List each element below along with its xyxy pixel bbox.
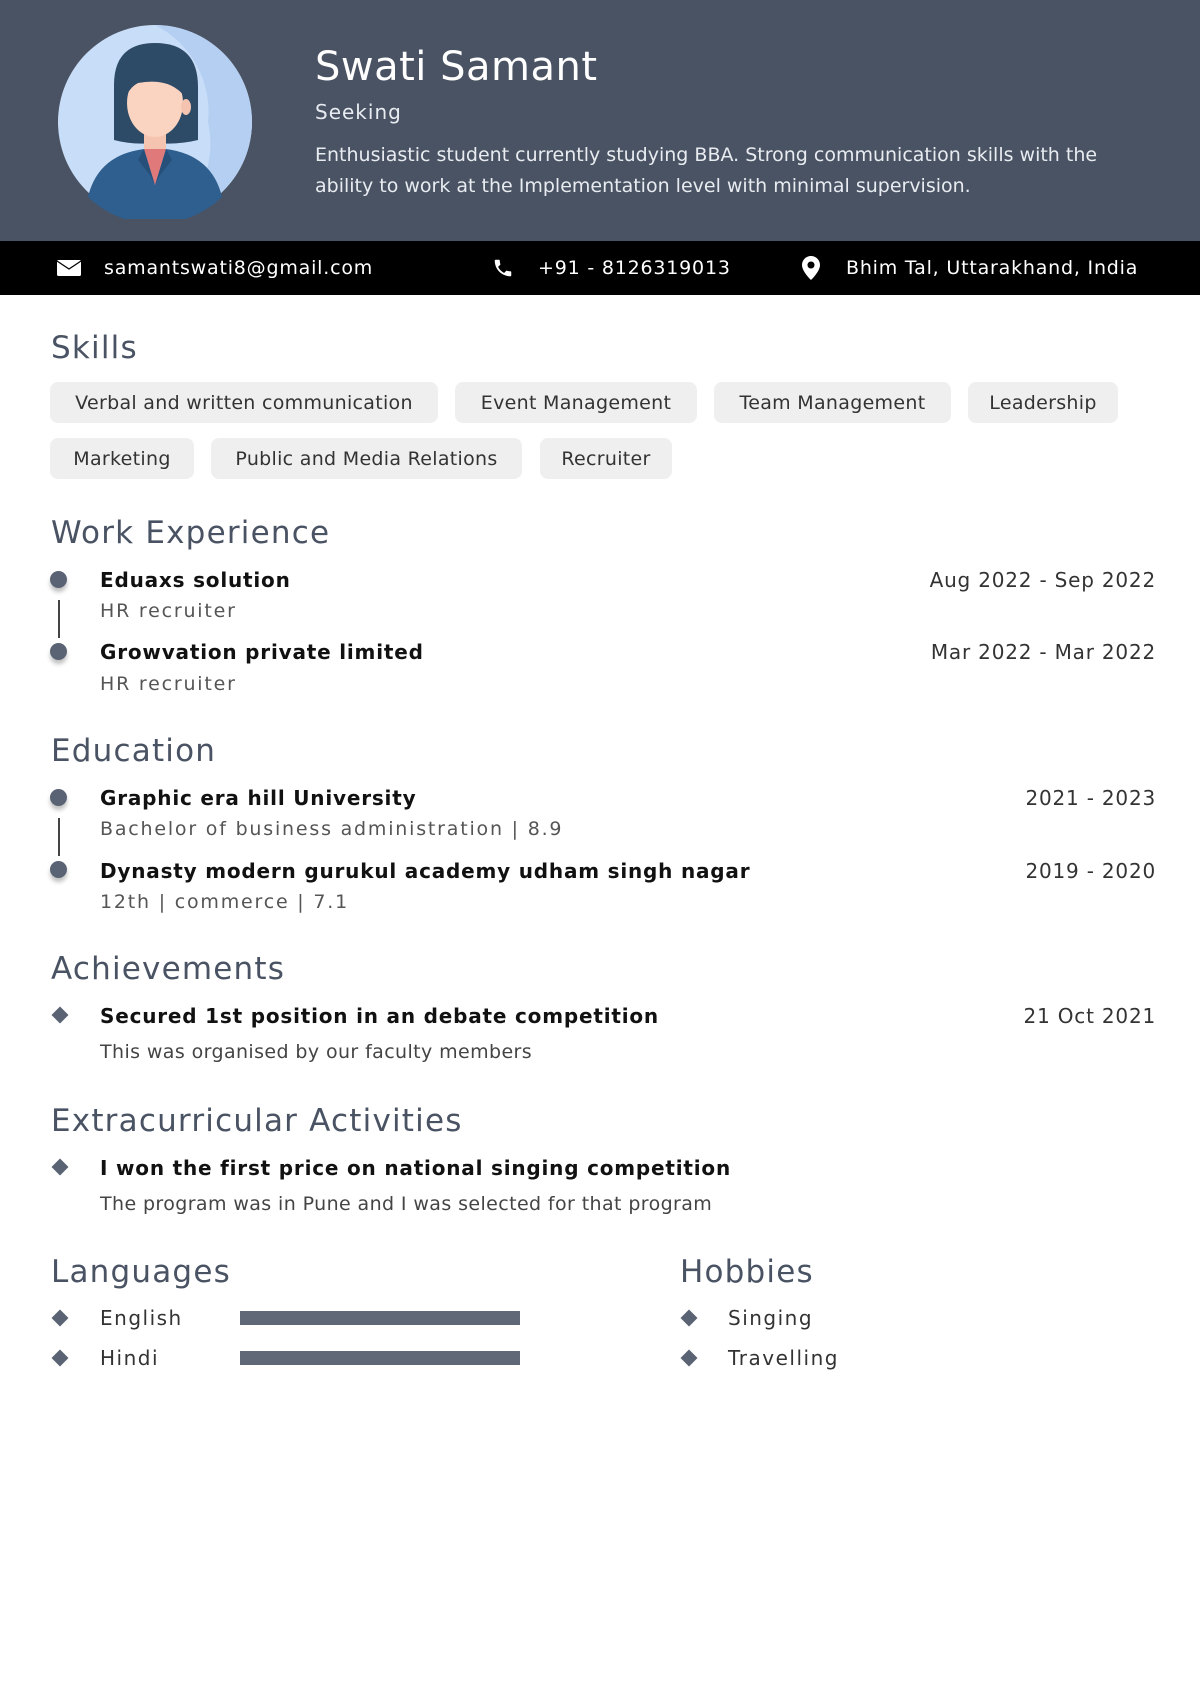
skill-chip: Marketing (50, 438, 194, 479)
work-company: Eduaxs solution (100, 568, 291, 592)
education-section-title: Education (51, 733, 217, 769)
phone-icon (490, 255, 516, 281)
mail-icon (56, 255, 82, 281)
location-pin-icon (798, 255, 824, 281)
achievement-title: Secured 1st position in an debate competition (100, 1004, 659, 1028)
language-level-bar (240, 1311, 520, 1325)
bullet-diamond-icon (681, 1310, 698, 1327)
language-level-fill (240, 1351, 520, 1365)
languages-section-title: Languages (51, 1254, 231, 1290)
hobby-item: Travelling (728, 1346, 839, 1370)
bullet-diamond-icon (681, 1350, 698, 1367)
achievements-section-title: Achievements (51, 951, 286, 987)
bullet-diamond-icon (52, 1007, 69, 1024)
timeline-dot (50, 571, 67, 588)
skill-chip: Team Management (714, 382, 951, 423)
language-level-bar (240, 1351, 520, 1365)
header-banner (0, 0, 1200, 241)
bullet-diamond-icon (52, 1159, 69, 1176)
phone-text: +91 - 8126319013 (538, 257, 731, 279)
profile-avatar-icon (58, 25, 252, 219)
education-detail: Bachelor of business administration | 8.9 (100, 818, 564, 840)
skill-chip: Leadership (968, 382, 1118, 423)
contact-location (798, 241, 1138, 295)
achievement-description: This was organised by our faculty members (100, 1041, 533, 1063)
education-detail: 12th | commerce | 7.1 (100, 891, 349, 913)
achievement-date: 21 Oct 2021 (1023, 1004, 1156, 1028)
extracurricular-section-title: Extracurricular Activities (51, 1103, 463, 1139)
contact-bar (0, 241, 1200, 295)
language-level-fill (240, 1311, 520, 1325)
email-text: samantswati8@gmail.com (104, 257, 374, 279)
hobbies-section-title: Hobbies (680, 1254, 814, 1290)
bullet-diamond-icon (52, 1350, 69, 1367)
timeline-dot (50, 643, 67, 660)
language-name: Hindi (100, 1346, 160, 1370)
contact-email[interactable] (56, 241, 373, 295)
skill-chip: Verbal and written communication (50, 382, 438, 423)
profile-summary: Enthusiastic student currently studying BBA. Strong communication skills with the ability to work at the Implementation level with minimal supervision. (315, 144, 1098, 197)
work-section-title: Work Experience (51, 515, 331, 551)
extracurricular-description: The program was in Pune and I was selected for that program (100, 1193, 713, 1215)
job-seeking-label: Seeking (315, 100, 402, 124)
timeline-connector (58, 600, 60, 638)
skill-chip: Recruiter (540, 438, 672, 479)
language-name: English (100, 1306, 183, 1330)
extracurricular-title: I won the first price on national singing competition (100, 1156, 732, 1180)
education-school: Dynasty modern gurukul academy udham singh nagar (100, 859, 751, 883)
timeline-dot (50, 789, 67, 806)
location-text: Bhim Tal, Uttarakhand, India (846, 257, 1139, 279)
skill-chip: Public and Media Relations (211, 438, 522, 479)
candidate-name: Swati Samant (315, 44, 598, 90)
timeline-dot (50, 861, 67, 878)
contact-phone[interactable] (490, 241, 731, 295)
education-school: Graphic era hill University (100, 786, 417, 810)
hobby-item: Singing (728, 1306, 814, 1330)
education-dates: 2019 - 2020 (1025, 859, 1156, 883)
skills-section-title: Skills (51, 330, 138, 366)
work-dates: Aug 2022 - Sep 2022 (929, 568, 1156, 592)
work-role: HR recruiter (100, 600, 237, 622)
education-dates: 2021 - 2023 (1025, 786, 1156, 810)
bullet-diamond-icon (52, 1310, 69, 1327)
timeline-connector (58, 818, 60, 856)
work-role: HR recruiter (100, 673, 237, 695)
work-company: Growvation private limited (100, 640, 424, 664)
work-dates: Mar 2022 - Mar 2022 (930, 640, 1156, 664)
skill-chip: Event Management (455, 382, 697, 423)
